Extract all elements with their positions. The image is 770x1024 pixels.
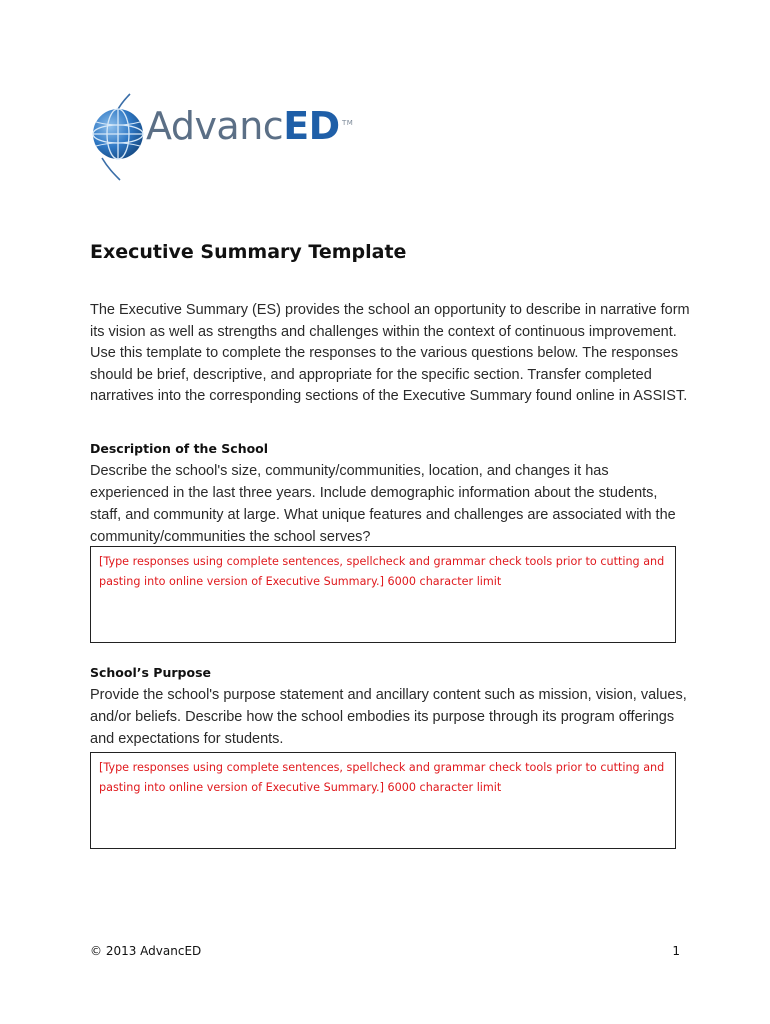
intro-paragraph: The Executive Summary (ES) provides the school an opportunity to describe in narrative form its vision as well as strengths and challenges within the context of continuous improvement. Use this template to complete the responses to the various questions below. The responses should be brief, descriptive, and appropriate for the specific section. Transfer completed narratives into the corresponding sections of the Executive Summary found online in ASSIST. [90, 302, 690, 405]
section-description-purpose: Provide the school's purpose statement and ancillary content such as mission, vision, values, and/or beliefs. Describe how the school embodies its purpose through its program offerings and expectations for students. [90, 687, 687, 747]
response-box-purpose[interactable] [90, 752, 676, 849]
footer-copyright: © 2013 AdvancED [90, 944, 202, 958]
globe-icon [88, 92, 148, 182]
advanced-logo [88, 92, 358, 182]
section-heading-purpose: School’s Purpose [90, 665, 211, 680]
response-placeholder: [Type responses using complete sentences, spellcheck and grammar check tools prior to cutting and pasting into online version of Executive Summary.] 6000 character limit [99, 761, 665, 794]
response-placeholder: [Type responses using complete sentences, spellcheck and grammar check tools prior to cutting and pasting into online version of Executive Summary.] 6000 character limit [99, 555, 665, 588]
response-box-description[interactable] [90, 546, 676, 643]
page-number: 1 [672, 944, 680, 958]
logo-text-ed: ED [283, 104, 340, 148]
logo-text-advanc: Advanc [146, 104, 284, 148]
section-heading-description: Description of the School [90, 441, 269, 456]
page-title: Executive Summary Template [90, 241, 407, 263]
logo-trademark: TM [342, 119, 354, 127]
section-description-school: Describe the school's size, community/communities, location, and changes it has experienced in the last three years. Include demographic information about the students, staff, and community at large. What unique features and challenges are associated with the community/communities the school serves? [90, 463, 676, 545]
